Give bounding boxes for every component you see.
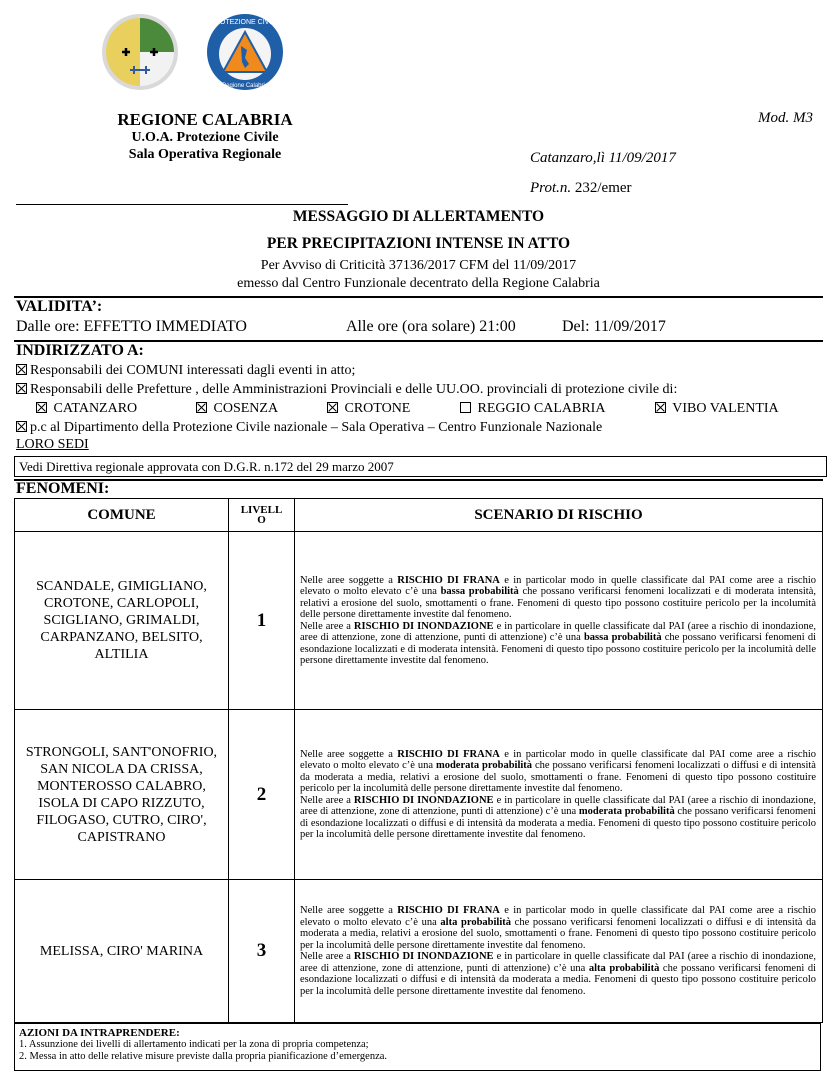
level-cell: 3 — [229, 880, 295, 1023]
validity-from: Dalle ore: EFFETTO IMMEDIATO — [16, 318, 247, 335]
protocol-label: Prot.n. — [530, 180, 572, 196]
room-name: Sala Operativa Regionale — [128, 147, 282, 162]
checkbox-cosenza[interactable] — [196, 402, 207, 413]
inondazione-paragraph: Nelle aree a RISCHIO DI INONDAZIONE e in particolare in quelle classificate dal PAI (aree a rischio di inondazione, aree di attenzione, zone di attenzione, punti di attenzione) c’è una bassa probabilità che possano verificarsi fenomeni di esondazione localizzati e di moderata intensità. Fenomeni di questo tipo possono costituire pericolo per la incolumità delle persone direttamente investite dal fenomeno. — [300, 620, 817, 666]
unit-name: U.O.A. Protezione Civile — [131, 130, 279, 145]
frana-paragraph: Nelle aree soggette a RISCHIO DI FRANA e in particolar modo in quelle classificate dal PAI come aree a rischio elevato o molto elevato c’è una moderata probabilità che possano verificarsi fenomeni localizzati o diffusi e di intensità da moderata a media, relativi a erosione del suolo, smottamenti o frane. Fenomeni di questo tipo possono costituire pericolo per la incolumità delle persone direttamente investite dal fenomeno. — [300, 748, 817, 794]
scenario-cell — [295, 532, 823, 710]
frana-paragraph: Nelle aree soggette a RISCHIO DI FRANA e in particolar modo in quelle classificate dal PAI come aree a rischio elevato o molto elevato c’è una bassa probabilità che possano verificarsi fenomeni localizzati e di moderata intensità, relativi a erosione del suolo, smottamenti o frane. Fenomeni di questo tipo possono costituire pericolo per la incolumità delle persone direttamente investite dal fenomeno. — [300, 574, 817, 620]
title-line-3: Per Avviso di Criticità 37136/2017 CFM del 11/09/2017 — [260, 258, 577, 273]
province-label: VIBO VALENTIA — [672, 401, 779, 416]
validity-to: Alle ore (ora solare) 21:00 — [346, 318, 516, 335]
addressed-heading: INDIRIZZATO A: — [16, 342, 144, 359]
level-cell: 2 — [229, 710, 295, 880]
addressed-line-2 — [16, 382, 677, 398]
action-item: 2. Messa in atto delle relative misure previste dalla propria pianificazione d’emergenza. — [19, 1051, 388, 1062]
checkbox-crotone[interactable] — [327, 402, 338, 413]
protocol-number — [530, 180, 632, 197]
province-cosenza — [196, 401, 278, 417]
directive-box: Vedi Direttiva regionale approvata con D.G.R. n.172 del 29 marzo 2007 — [14, 456, 827, 477]
form-code: Mod. M3 — [758, 110, 813, 126]
level-cell: 1 — [229, 532, 295, 710]
table-row — [15, 710, 823, 880]
logo-bottom-text: Regione Calabria — [221, 83, 269, 89]
inondazione-paragraph: Nelle aree a RISCHIO DI INONDAZIONE e in particolare in quelle classificate dal PAI (aree a rischio di inondazione, aree di attenzione, zone di attenzione, punti di attenzione) c’è una moderata probabilità che possano verificarsi fenomeni di esondazione localizzati o diffusi e di intensità da moderata a media. Fenomeni di questo tipo possono costituire pericolo per la incolumità delle persone direttamente investite dal fenomeno. — [300, 794, 817, 840]
comune-cell: MELISSA, CIRO' MARINA — [15, 880, 229, 1023]
addressed-line-1 — [16, 363, 355, 379]
table-header-row — [15, 499, 823, 532]
col-scenario: SCENARIO DI RISCHIO — [295, 499, 823, 532]
addressed-line-3 — [16, 420, 602, 436]
col-livello-1: LIVELL — [240, 504, 283, 516]
province-label: REGGIO CALABRIA — [477, 401, 606, 416]
inondazione-paragraph: Nelle aree a RISCHIO DI INONDAZIONE e in particolare in quelle classificate dal PAI (aree a rischio di inondazione, aree di attenzione, zone di attenzione, punti di attenzione) c’è una alta probabilità che possano verificarsi fenomeni di esondazione localizzati o diffusi e di intensità da moderata a media. Fenomeni di questo tipo possono costituire pericolo per la incolumità delle persone direttamente investite dal fenomeno. — [300, 951, 817, 997]
protocol-value: 232/emer — [574, 180, 632, 196]
province-label: COSENZA — [213, 401, 279, 416]
regione-calabria-logo — [100, 12, 180, 92]
comune-cell: STRONGOLI, SANT'ONOFRIO, SAN NICOLA DA CRISSA, MONTEROSSO CALABRO, ISOLA DI CAPO RIZZUTO, FILOGASO, CUTRO, CIRO', CAPISTRANO — [15, 710, 229, 880]
comune-cell: SCANDALE, GIMIGLIANO, CROTONE, CARLOPOLI, SCIGLIANO, GRIMALDI, CARPANZANO, BELSITO, ALTILIA — [15, 532, 229, 710]
action-item: 1. Assunzione dei livelli di allertamento indicati per la zona di propria competenza; — [19, 1039, 369, 1050]
table-row — [15, 532, 823, 710]
checkbox-reggio-calabria[interactable] — [460, 402, 471, 413]
section-divider — [14, 479, 823, 481]
validity-heading: VALIDITA’: — [16, 298, 103, 315]
province-vibo-valentia — [655, 401, 779, 417]
section-divider — [14, 296, 823, 298]
province-label: CATANZARO — [53, 401, 138, 416]
province-crotone — [327, 401, 410, 417]
validity-date: Del: 11/09/2017 — [562, 318, 666, 335]
table-row — [15, 880, 823, 1023]
frana-paragraph: Nelle aree soggette a RISCHIO DI FRANA e in particolar modo in quelle classificate dal PAI come aree a rischio elevato o molto elevato c’è una alta probabilità che possano verificarsi fenomeni localizzati o diffusi e di intensità da moderata a media, relativi a erosione del suolo, smottamenti o frane. Fenomeni di questo tipo possono costituire pericolo per la incolumità delle persone direttamente investite dal fenomeno. — [300, 905, 817, 951]
province-reggio-calabria — [460, 401, 605, 417]
checkbox-dipartimento[interactable] — [16, 421, 27, 432]
logo-top-text: PROTEZIONE CIVILE — [210, 19, 280, 26]
col-comune: COMUNE — [15, 499, 229, 532]
checkbox-prefetture[interactable] — [16, 383, 27, 394]
header-divider — [16, 204, 348, 205]
province-catanzaro — [36, 401, 137, 417]
scenario-cell — [295, 880, 823, 1023]
addressed-line-3-text: p.c al Dipartimento della Protezione Civile nazionale – Sala Operativa – Centro Funzionale Nazionale — [30, 420, 603, 435]
phenomena-table — [14, 498, 823, 1023]
issuer-block — [100, 110, 310, 163]
col-livello-2: O — [257, 514, 266, 526]
org-name: REGIONE CALABRIA — [117, 110, 293, 129]
province-label: CROTONE — [344, 401, 411, 416]
col-livello — [229, 499, 295, 532]
title-line-4: emesso dal Centro Funzionale decentrato della Regione Calabria — [237, 276, 600, 291]
actions-heading: AZIONI DA INTRAPRENDERE: — [19, 1027, 180, 1039]
addressed-line-2-text: Responsabili delle Prefetture , delle Amministrazioni Provinciali e delle UU.OO. provinciali di protezione civile di: — [30, 382, 678, 397]
addressed-line-1-text: Responsabili dei COMUNI interessati dagli eventi in atto; — [30, 363, 356, 378]
title-line-1: MESSAGGIO DI ALLERTAMENTO — [292, 208, 545, 225]
issue-date: Catanzaro,lì 11/09/2017 — [530, 150, 676, 166]
actions-box — [14, 1023, 821, 1071]
loro-sedi: LORO SEDI — [16, 437, 89, 452]
scenario-cell — [295, 710, 823, 880]
checkbox-vibo-valentia[interactable] — [655, 402, 666, 413]
protezione-civile-logo — [205, 12, 285, 92]
checkbox-catanzaro[interactable] — [36, 402, 47, 413]
title-line-2: PER PRECIPITAZIONI INTENSE IN ATTO — [266, 235, 571, 252]
checkbox-comuni[interactable] — [16, 364, 27, 375]
phenomena-heading: FENOMENI: — [16, 480, 110, 497]
